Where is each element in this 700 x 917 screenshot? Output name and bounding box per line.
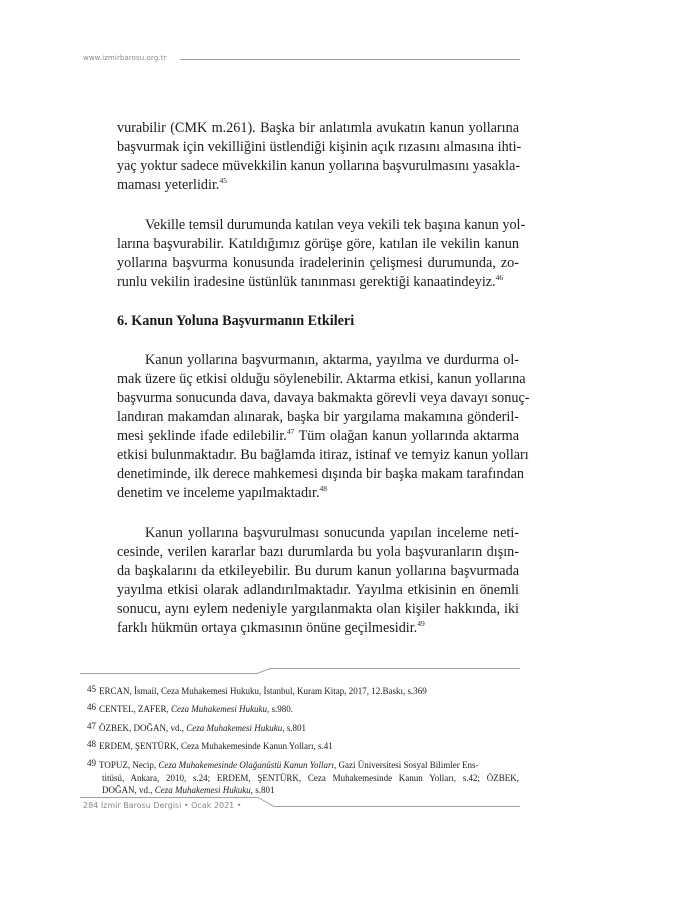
footnote-continuation xyxy=(87,784,519,797)
text-line: etkisi bulunmaktadır. Bu bağlamda itiraz, istinaf ve temyiz kanun yolları xyxy=(117,447,529,463)
text-line: başvurma sonucunda dava, davaya bakmakta görevli veya davayı sonuç- xyxy=(117,390,530,406)
footnote-48 xyxy=(87,738,519,753)
footnote-number: 47 xyxy=(87,721,96,731)
text-fragment: denetim ve inceleme yapılmaktadır. xyxy=(117,485,320,501)
footnote-title: Ceza Muhakemesi Hukuku xyxy=(186,723,283,733)
footnote-text: ERDEM, ŞENTÜRK, Ceza Muhakemesinde Kanun Yolları, s.41 xyxy=(99,741,333,751)
footnote-number: 46 xyxy=(87,702,96,712)
text-line: sonucu, aynı eylem nedeniyle yargılanmakta olan kişiler hakkında, iki xyxy=(117,601,519,617)
footnote-text: TOPUZ, Necip, xyxy=(99,760,159,770)
text-line: Kanun yollarına başvurmanın, aktarma, yayılma ve durdurma ol- xyxy=(145,352,519,368)
footnote-ref-45[interactable]: 45 xyxy=(219,176,227,185)
footnote-number: 48 xyxy=(87,739,96,749)
footnote-text: ÖZBEK, DOĞAN, vd., xyxy=(99,723,187,733)
text-fragment: maması yeterlidir. xyxy=(117,177,220,193)
footnote-text: , Gazi Üniversitesi Sosyal Bilimler Ens- xyxy=(334,760,479,770)
text-line: yollarına başvurma konusunda iradelerinin çelişmesi durumunda, zo- xyxy=(117,255,519,271)
text-line: vurabilir (CMK m.261). Başka bir anlatımla avukatın kanun yollarına xyxy=(117,120,519,136)
text-line: mak üzere üç etkisi olduğu söylenebilir. Aktarma etkisi, kanun yollarına xyxy=(117,371,526,387)
text-line: landıran makamdan alınarak, başka bir yargılama makamına gönderil- xyxy=(117,409,519,425)
footnote-text: ERCAN, İsmail, Ceza Muhakemesi Hukuku, İstanbul, Kuram Kitap, 2017, 12.Baskı, s.369 xyxy=(99,686,427,696)
footnote-46 xyxy=(87,701,519,716)
footer-page-info: 284 İzmir Barosu Dergisi • Ocak 2021 • xyxy=(83,801,242,810)
text-line: Kanun yollarına başvurulması sonucunda yapılan inceleme neti- xyxy=(145,525,519,541)
text-fragment: mesi şeklinde ifade edilebilir. xyxy=(117,428,287,444)
text-line: denetiminde, ilk derece mahkemesi dışında bir başka makam tarafından xyxy=(117,466,524,482)
footnote-text: CENTEL, ZAFER, xyxy=(99,704,171,714)
footnote-title: Ceza Muhakemesi Hukuku xyxy=(154,785,251,795)
footnote-ref-46[interactable]: 46 xyxy=(495,273,504,282)
text-fragment: farklı hükmün ortaya çıkmasının önüne geçilmesidir. xyxy=(117,620,418,636)
footnote-47 xyxy=(87,720,519,735)
text-line: cesinde, verilen kararlar bazı durumlarda bu yola başvuranların dışın- xyxy=(117,544,519,560)
footnote-text: , s.801 xyxy=(250,785,275,795)
text-fragment: runlu vekilin iradesine üstünlük tanınması gerektiği kanaatindeyiz. xyxy=(117,274,496,290)
footnote-ref-49[interactable]: 49 xyxy=(417,619,425,628)
footnote-text: titüsü, Ankara, 2010, s.24; ERDEM, ŞENTÜRK, Ceza Muhakemesinde Kanun Yolları, s.42; ÖZBEK, xyxy=(102,772,519,783)
footnote-49 xyxy=(87,757,519,797)
footnote-title: Ceza Muhakemesi Hukuku xyxy=(171,704,267,714)
footnote-number: 45 xyxy=(87,684,96,694)
text-line: yaç yoktur sadece müvekkilin kanun yollarına başvurulmasını yasakla- xyxy=(117,158,521,174)
footnote-ref-47[interactable]: 47 xyxy=(286,427,295,436)
text-line: yayılma etkisi olarak adlandırılmaktadır. Yayılma etkisinin en önemli xyxy=(117,582,519,598)
footnote-divider xyxy=(80,669,520,674)
footnote-ref-48[interactable]: 48 xyxy=(319,484,327,493)
footnote-number: 49 xyxy=(87,758,96,768)
section-heading: 6. Kanun Yoluna Başvurmanın Etkileri xyxy=(117,313,355,329)
text-line: Vekille temsil durumunda katılan veya vekili tek başına kanun yol- xyxy=(145,217,526,233)
footnote-text: , s.801 xyxy=(282,723,306,733)
footnote-45 xyxy=(87,683,519,698)
text-line: larına başvurabilir. Katıldığımız görüşe göre, katılan ile vekilin kanun xyxy=(117,236,519,252)
text-fragment: Tüm olağan kanun yollarında aktarma xyxy=(294,428,519,444)
footnote-text: DOĞAN, vd., xyxy=(102,785,155,795)
footnote-text: , s.980. xyxy=(266,704,293,714)
footnote-title: Ceza Muhakemesinde Olağanüstü Kanun Yolları xyxy=(158,760,334,770)
text-line: da başkalarını da etkileyebilir. Bu durum kanun yollarına başvurmada xyxy=(117,563,519,579)
header-url: www.izmirbarosu.org.tr xyxy=(83,54,167,62)
text-line: başvurmak için vekilliğini üstlendiği kişinin açık rızasını almasına ihti- xyxy=(117,139,522,155)
